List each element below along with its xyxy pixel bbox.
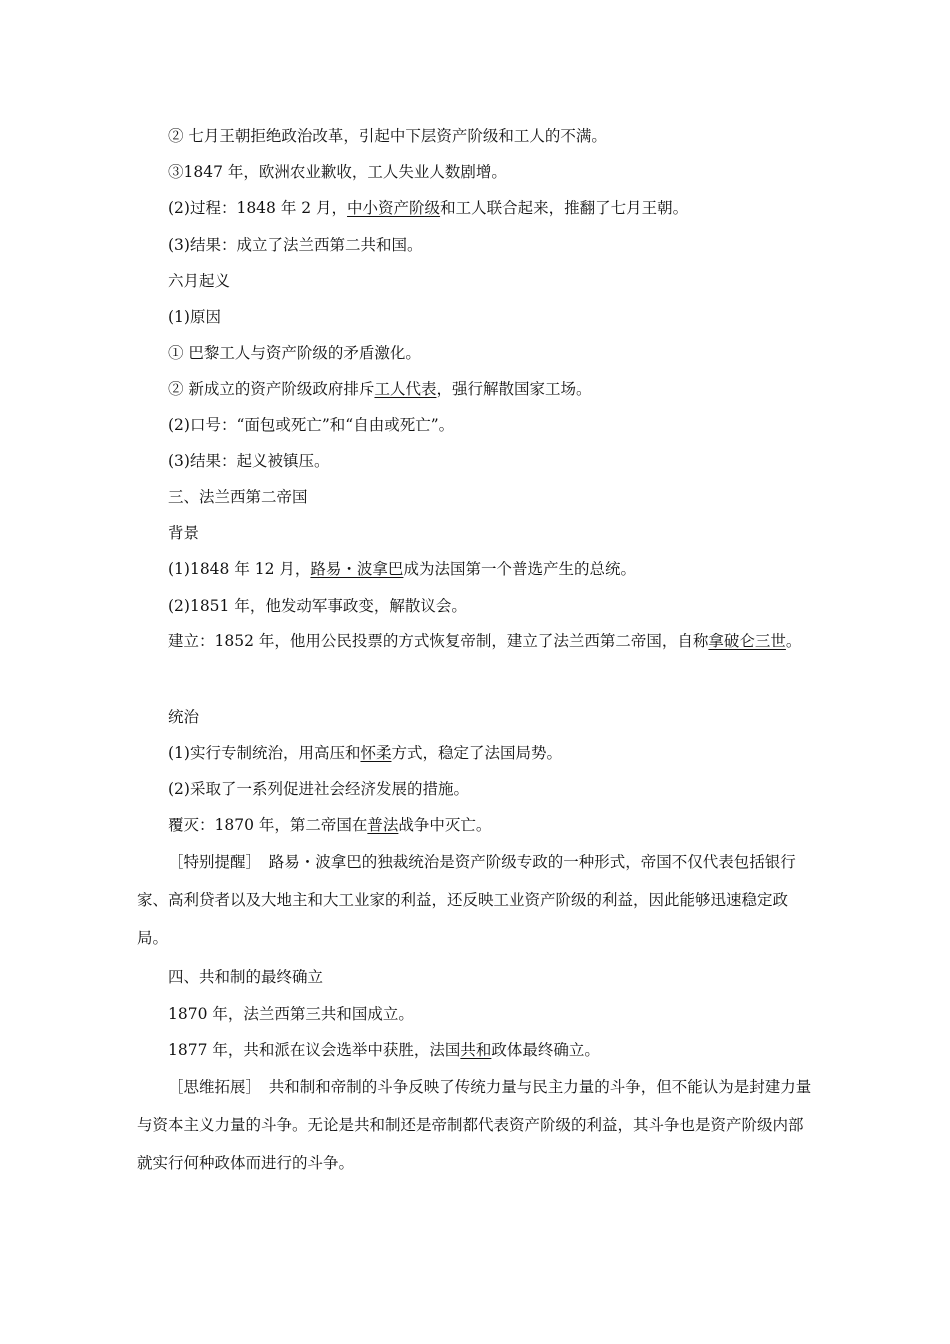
paragraph: (2)过程：1848 年 2 月，中小资产阶级和工人联合起来，推翻了七月王朝。 [168,199,689,217]
underlined-term: 中小资产阶级 [347,199,441,217]
section-subheading: 统治 [168,708,200,726]
paragraph: (1)原因 [168,308,221,326]
paragraph: 1870 年，法兰西第三共和国成立。 [168,1005,414,1023]
paragraph: (1)实行专制统治，用高压和怀柔方式，稳定了法国局势。 [168,744,562,762]
paragraph: (3)结果：起义被镇压。 [168,452,330,470]
section-heading: 四、共和制的最终确立 [168,968,324,986]
underlined-term: 共和 [460,1041,492,1059]
section-heading: 三、法兰西第二帝国 [168,488,308,506]
paragraph: (1)1848 年 12 月，路易・波拿巴成为法国第一个普选产生的总统。 [168,560,636,578]
underlined-term: 拿破仑三世 [708,632,786,650]
paragraph: (2)采取了一系列促进社会经济发展的措施。 [168,780,469,798]
special-note-paragraph: ［特别提醒］ 路易・波拿巴的独裁统治是资产阶级专政的一种形式，帝国不仅代表包括银行家、高利贷者以及大地主和大工业家的利益，还反映工业资产阶级的利益，因此能够迅速稳定政局。 [137,853,796,947]
paragraph: (3)结果：成立了法兰西第二共和国。 [168,236,423,254]
thinking-extension-paragraph: ［思维拓展］ 共和制和帝制的斗争反映了传统力量与民主力量的斗争，但不能认为是封建力量与资本主义力量的斗争。无论是共和制还是帝制都代表资产阶级的利益，其斗争也是资产阶级内部就实行何种政体而进行的斗争。 [137,1078,812,1172]
underlined-term: 怀柔 [360,744,392,762]
underlined-term: 路易・波拿巴 [310,560,404,578]
paragraph: ② 新成立的资产阶级政府排斥工人代表，强行解散国家工场。 [168,380,592,398]
section-subheading: 六月起义 [168,272,231,290]
paragraph: (2)口号：“面包或死亡”和“自由或死亡”。 [168,416,455,434]
section-subheading: 背景 [168,524,200,542]
paragraph: ③1847 年，欧洲农业歉收，工人失业人数剧增。 [168,163,507,181]
underlined-term: 普法 [367,816,399,834]
paragraph: (2)1851 年，他发动军事政变，解散议会。 [168,597,467,615]
paragraph: 1877 年，共和派在议会选举中获胜，法国共和政体最终确立。 [168,1041,600,1059]
paragraph: ② 七月王朝拒绝政治改革，引起中下层资产阶级和工人的不满。 [168,127,607,145]
paragraph: 建立：1852 年，他用公民投票的方式恢复帝制，建立了法兰西第二帝国，自称拿破仑三世。 [168,632,802,650]
paragraph: ① 巴黎工人与资产阶级的矛盾激化。 [168,344,421,362]
paragraph: 覆灭：1870 年，第二帝国在普法战争中灭亡。 [168,816,492,834]
underlined-term: 工人代表 [374,380,437,398]
